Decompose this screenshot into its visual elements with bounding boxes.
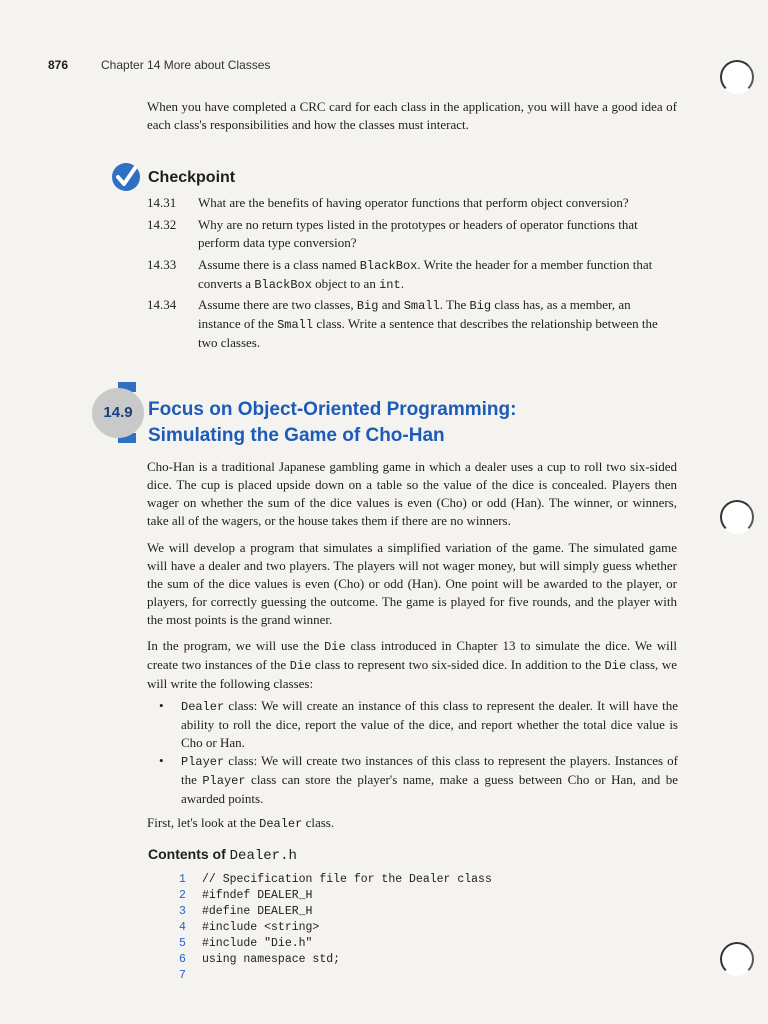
section-number-badge: 14.9: [92, 388, 144, 438]
paragraph-cho-han-intro: Cho-Han is a traditional Japanese gambling game in which a dealer uses a cup to roll two six-sided dice. The cup is placed upside down on a table so the value of the dice is concealed. Players then wager on whether the sum of the dice values is even (Cho) or odd (Han). The winner, or winners, take all of the wagers, or the house takes them if there are no winners.: [147, 459, 677, 528]
code-text: // Specification file for the Dealer class: [202, 873, 492, 886]
code-blackbox: BlackBox: [254, 278, 312, 292]
checkpoint-question: Assume there is a class named BlackBox. Write the header for a member function that converts a BlackBox object to an int.: [198, 257, 653, 292]
checkpoint-number: 14.32: [147, 217, 177, 232]
code-die: Die: [324, 640, 346, 654]
line-number: 7: [179, 969, 186, 982]
section-title-line1: Focus on Object-Oriented Programming:: [148, 399, 517, 420]
code-text: #include <string>: [202, 921, 320, 934]
code-text: #define DEALER_H: [202, 905, 313, 918]
code-text: #ifndef DEALER_H: [202, 889, 313, 902]
binder-hole-middle: [720, 500, 754, 534]
code-die: Die: [289, 659, 312, 673]
code-dealer: Dealer: [259, 817, 303, 831]
code-blackbox: BlackBox: [359, 259, 418, 273]
checkpoint-title: Checkpoint: [148, 169, 236, 186]
code-int: int: [379, 278, 401, 292]
line-number: 2: [179, 889, 186, 902]
bullet-dot: •: [159, 698, 164, 713]
line-number: 4: [179, 921, 186, 934]
contents-heading: Contents of Dealer.h: [148, 846, 297, 864]
code-player: Player: [202, 774, 246, 788]
bullet-player: • Player class: We will create two instances of this class to represent the players. Instances of the Player class can store the player's name, make a guess between Cho or Han, and be awarded points.: [159, 753, 678, 806]
code-big: Big: [469, 299, 492, 313]
bullet-dealer: • Dealer class: We will create an instance of this class to represent the dealer. It will have the ability to roll the dice, report the value of the dice, and report whether the total dice value is Cho or Han.: [159, 698, 678, 750]
binder-hole-bottom: [720, 942, 754, 976]
code-die: Die: [604, 659, 627, 673]
intro-paragraph: When you have completed a CRC card for each class in the application, you will have a good idea of each class's responsibilities and how the classes must interact.: [147, 99, 677, 132]
bullet-dot: •: [159, 753, 164, 768]
paragraph-first: First, let's look at the Dealer class.: [147, 815, 335, 831]
code-text: using namespace std;: [202, 953, 341, 966]
file-name: Dealer.h: [229, 848, 297, 864]
checkpoint-question: Why are no return types listed in the prototypes or headers of operator functions that perform data type conversion?: [198, 217, 638, 250]
running-header: Chapter 14 More about Classes: [101, 58, 271, 72]
binder-hole-top: [720, 60, 754, 94]
code-big: Big: [356, 299, 379, 313]
page-number: 876: [48, 58, 69, 72]
paragraph-classes: In the program, we will use the Die class introduced in Chapter 13 to simulate the dice. We will create two instances of the Die class to represent two six-sided dice. In addition to the Die class, we will write the following classes:: [147, 638, 678, 691]
checkpoint-number: 14.33: [147, 257, 177, 272]
checkpoint-number: 14.34: [147, 297, 177, 312]
code-small: Small: [403, 299, 440, 313]
line-number: 5: [179, 937, 186, 950]
line-number: 1: [179, 873, 186, 886]
line-number: 3: [179, 905, 186, 918]
checkpoint-number: 14.31: [147, 195, 177, 210]
code-text: #include "Die.h": [202, 937, 313, 950]
checkpoint-question: Assume there are two classes, Big and Small. The Big class has, as a member, an instance of the Small class. Write a sentence that describes the relationship between the two classes.: [198, 297, 658, 350]
line-number: 6: [179, 953, 186, 966]
code-player: Player: [181, 755, 225, 769]
checkpoint-question: What are the benefits of having operator functions that perform object conversion?: [198, 195, 629, 210]
code-small: Small: [277, 318, 314, 332]
paragraph-simulation: We will develop a program that simulates a simplified variation of the game. The simulated game will have a dealer and two players. The players will not wager money, but will simply guess whether the sum of the dice values is even (Cho) or odd (Han). One point will be awarded to the player, or players, for correctly guessing the outcome. The game is played for five rounds, and the player with the most points is the grand winner.: [147, 540, 677, 627]
section-title-line2: Simulating the Game of Cho-Han: [148, 425, 445, 446]
code-dealer: Dealer: [181, 700, 225, 714]
checkpoint-icon: [111, 162, 141, 192]
